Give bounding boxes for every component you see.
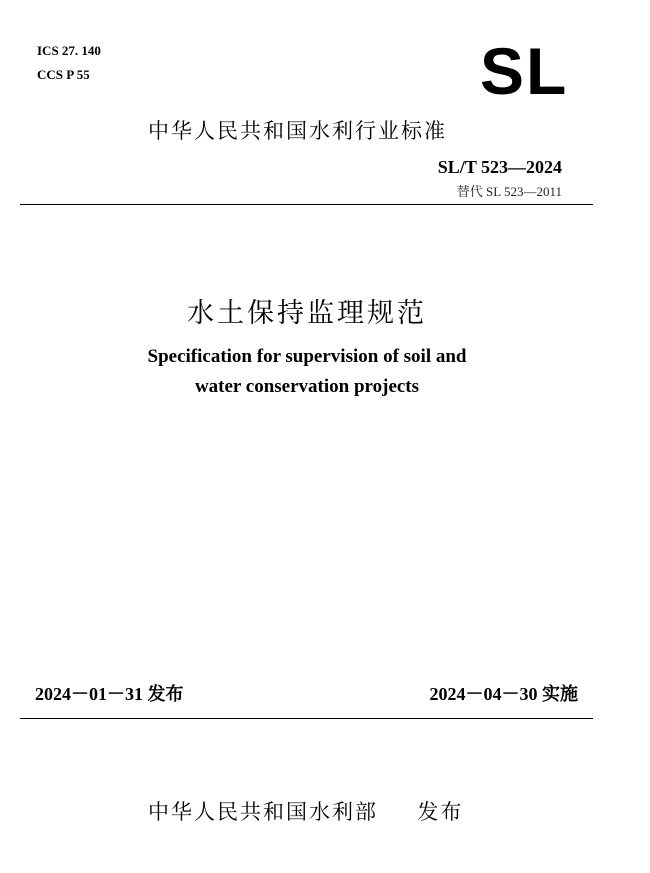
replaces-label: 替代 bbox=[456, 185, 483, 200]
ccs-code: CCS P 55 bbox=[37, 67, 90, 82]
publisher-name: 中华人民共和国水利部 bbox=[148, 800, 378, 824]
sl-logo: SL bbox=[480, 34, 569, 108]
issue-date-value: 2024－01－31 bbox=[35, 684, 143, 704]
replaces-code: SL 523—2011 bbox=[486, 184, 562, 199]
header-rule bbox=[20, 204, 593, 205]
effective-label: 实施 bbox=[542, 684, 578, 705]
publisher bbox=[148, 796, 463, 826]
title-english bbox=[57, 342, 557, 402]
issue-label: 发布 bbox=[147, 684, 184, 705]
effective-date bbox=[430, 680, 579, 706]
footer-rule bbox=[20, 718, 593, 719]
effective-date-value: 2024－04－30 bbox=[429, 684, 538, 704]
replaces-line bbox=[457, 181, 562, 200]
publisher-action: 发布 bbox=[417, 800, 464, 824]
title-english-line1: Specification for supervision of soil and bbox=[147, 346, 467, 367]
standard-code: SL/T 523—2024 bbox=[437, 157, 562, 177]
ics-code: ICS 27. 140 bbox=[37, 43, 101, 58]
issue-date bbox=[35, 680, 184, 706]
title-chinese: 水土保持监理规范 bbox=[187, 298, 427, 329]
title-english-line2: water conservation projects bbox=[194, 376, 420, 397]
ministry-header: 中华人民共和国水利行业标准 bbox=[148, 119, 447, 143]
